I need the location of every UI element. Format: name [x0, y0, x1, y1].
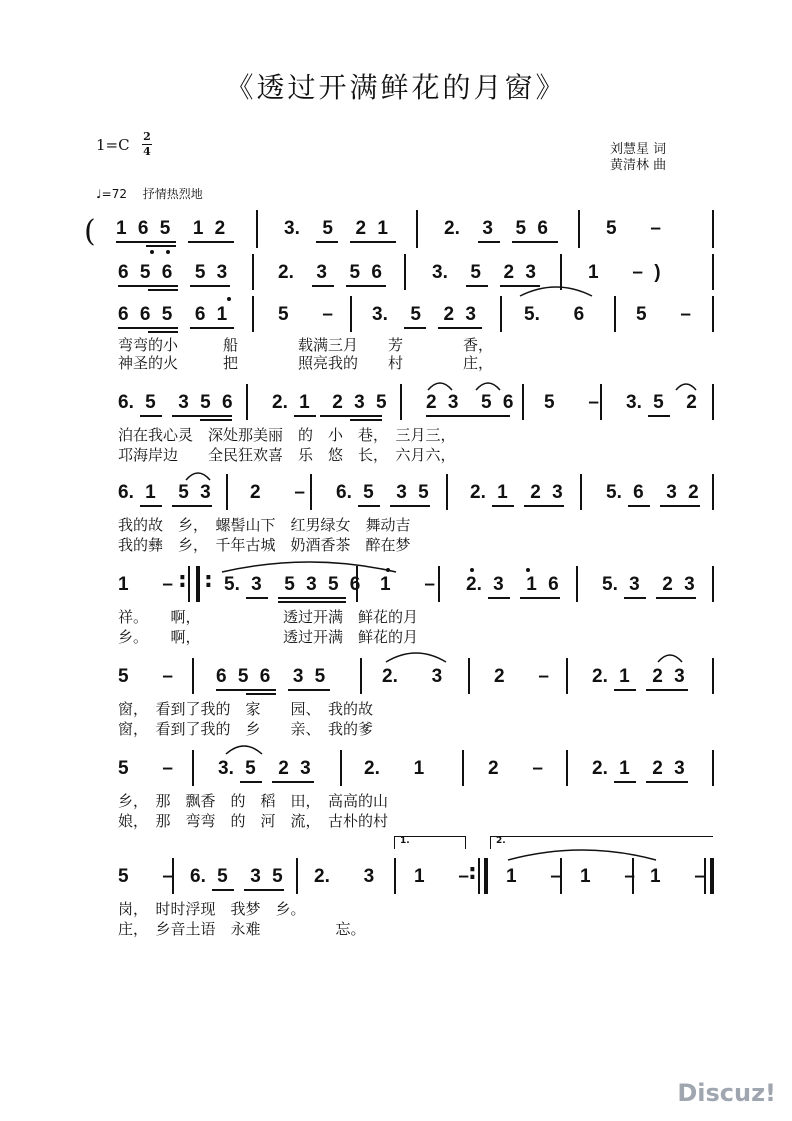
- repeat-end-sign: :: [178, 568, 187, 593]
- lyric-line-2: 邛海岸边 全民狂欢喜 乐 悠 长， 六月六，: [118, 446, 456, 464]
- slur: [476, 383, 500, 390]
- lyric-line-1: 泊在我心灵 深处那美丽 的 小 巷， 三月三，: [118, 426, 456, 444]
- slur: [658, 655, 682, 662]
- measure: 1 – ): [588, 262, 661, 283]
- measure: 2. 3: [382, 666, 443, 687]
- measure: 2. 1 2 3: [592, 758, 685, 779]
- measure: 5 –: [118, 758, 173, 779]
- measure: 2. 3: [314, 866, 375, 887]
- measure: 1 6 5 1 2: [116, 218, 226, 239]
- key-signature: 1=C: [96, 136, 130, 154]
- measure: 5 –: [636, 304, 691, 325]
- measure: 6. 5 3 5: [336, 482, 429, 503]
- lyric-line-2: 神圣的火 把 照亮我的 村 庄，: [118, 354, 494, 372]
- measure: 5 –: [118, 666, 173, 687]
- measure: 5. 3 5 3 5 6: [224, 574, 361, 595]
- measure: 2 –: [494, 666, 549, 687]
- slur: [676, 384, 696, 390]
- measure: 5. 6: [524, 304, 585, 325]
- measure: 2 –: [488, 758, 543, 779]
- measure: 5 –: [606, 218, 661, 239]
- forum-watermark: Discuz!: [677, 1079, 776, 1107]
- measure: 1 –: [580, 866, 635, 887]
- measure: 5 –: [278, 304, 333, 325]
- measure: 2. 1 2 3 5: [272, 392, 387, 413]
- measure: 6. 5 3 5: [190, 866, 283, 887]
- intro-open-paren: (: [84, 214, 96, 249]
- lyric-line-2: 我的彝 乡， 千年古城 奶酒香茶 醉在梦: [118, 536, 411, 554]
- measure: 1 –: [118, 574, 173, 595]
- measure: 6 5 6 5 3: [118, 262, 228, 283]
- song-title: 《透过开满鲜花的月窗》: [225, 71, 567, 104]
- measure: 2. 1 2 3: [592, 666, 685, 687]
- lyric-line-1: 祥。 啊， 透过开满 鲜花的月: [118, 608, 419, 626]
- measure: 2 –: [250, 482, 305, 503]
- composer: 黄清林 曲: [610, 158, 667, 173]
- measure: 1 –: [414, 866, 469, 887]
- volta-label-2: 2.: [496, 836, 506, 846]
- tie: [508, 850, 656, 860]
- slur: [226, 746, 262, 754]
- measure: 3. 5 2 3: [372, 304, 476, 325]
- volta-label-1: 1.: [400, 836, 410, 846]
- lyric-line-1: 乡， 那 飘香 的 稻 田， 高高的山: [118, 792, 389, 810]
- measure: 2 3 5 6: [426, 392, 514, 413]
- tie: [222, 562, 396, 572]
- measure: 3. 5 2 3: [432, 262, 536, 283]
- measure: 5 –: [118, 866, 173, 887]
- measure: 5. 3 2 3: [602, 574, 695, 595]
- slur: [186, 473, 210, 480]
- lyric-line-2: 庄， 乡音土语 永难 忘。: [118, 920, 366, 938]
- measure: 6 6 5 6 1: [118, 304, 228, 325]
- measure: 5. 6 3 2: [606, 482, 699, 503]
- measure: 3. 5 2: [626, 392, 697, 413]
- tie: [386, 653, 446, 662]
- measure: 2. 3 1 6: [466, 574, 559, 595]
- slur: [428, 383, 452, 390]
- measure: 6. 5 3 5 6: [118, 392, 233, 413]
- tie: [520, 287, 592, 296]
- tempo-marking: ♩=72 抒情热烈地: [96, 187, 203, 201]
- measure: 2. 3 5 6: [278, 262, 382, 283]
- measure: 6 5 6 3 5: [216, 666, 326, 687]
- lyric-line-1: 弯弯的小 船 载满三月 芳 香，: [118, 336, 494, 354]
- lyric-line-1: 我的故 乡， 螺髻山下 红男绿女 舞动吉: [118, 516, 411, 534]
- measure: 6. 1 5 3: [118, 482, 211, 503]
- measure: 2. 3 5 6: [444, 218, 548, 239]
- measure: 1 –: [380, 574, 435, 595]
- lyric-line-1: 岗， 时时浮现 我梦 乡。: [118, 900, 306, 918]
- measure: 3. 5 2 3: [218, 758, 311, 779]
- measure: 3. 5 2 1: [284, 218, 388, 239]
- repeat-end-sign: :: [468, 860, 477, 885]
- measure: 1 –: [650, 866, 705, 887]
- time-signature-bottom: 4: [143, 145, 151, 158]
- time-signature-top: 2: [143, 130, 151, 143]
- measure: 2. 1 2 3: [470, 482, 563, 503]
- lyricist: 刘慧星 词: [610, 142, 667, 157]
- lyric-line-2: 乡。 啊， 透过开满 鲜花的月: [118, 628, 419, 646]
- measure: 2. 1: [364, 758, 425, 779]
- lyric-line-2: 窗， 看到了我的 乡 亲、 我的爹: [118, 720, 374, 738]
- repeat-start-sign: :: [204, 568, 213, 593]
- measure: 1 –: [506, 866, 561, 887]
- lyric-line-1: 窗， 看到了我的 家 园、 我的故: [118, 700, 374, 718]
- measure: 5 –: [544, 392, 599, 413]
- lyric-line-2: 娘， 那 弯弯 的 河 流， 古朴的村: [118, 812, 389, 830]
